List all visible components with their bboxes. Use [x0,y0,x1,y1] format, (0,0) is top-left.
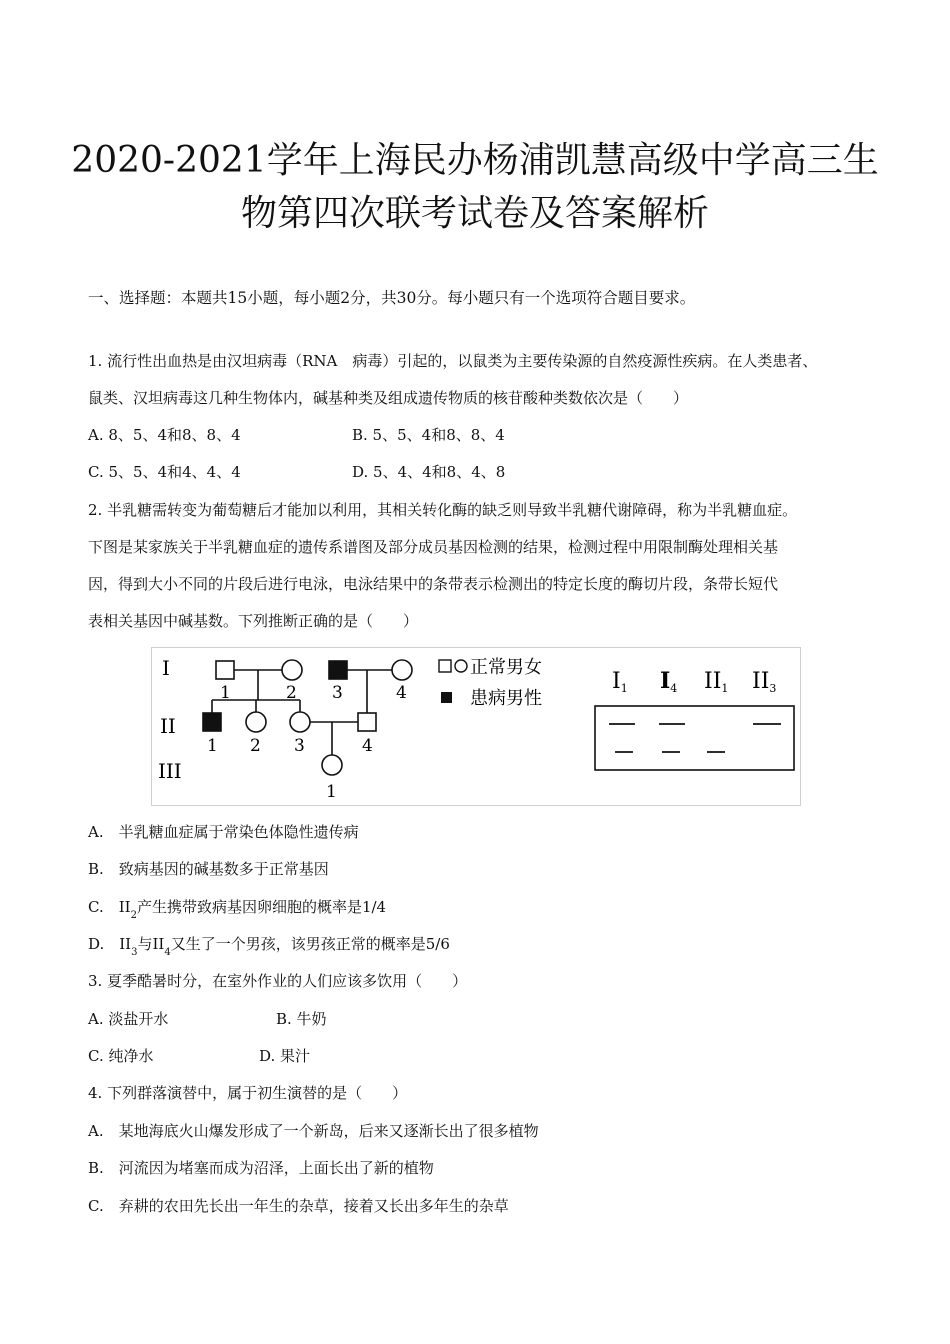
q2-option-d: D. $II_3$与$II_4$又生了一个男孩，该男孩正常的概率是5/6 [88,935,450,958]
individual-II2-normal-female [246,712,266,732]
q2-option-b: B. 致病基因的碱基数多于正常基因 [88,860,329,878]
individual-II4-normal-male [358,713,376,731]
section-heading: 一、选择题：本题共15小题，每小题2分，共30分。每小题只有一个选项符合题目要求。 [88,289,696,307]
label-II4: 4 [362,736,373,756]
gel-box [595,706,794,770]
label-I4: 4 [396,683,407,703]
q2-stem-line-3: 因，得到大小不同的片段后进行电泳，电泳结果中的条带表示检测出的特定长度的酶切片段，条带长短代 [88,575,779,593]
q4-option-c: C. 弃耕的农田先长出一年生的杂草，接着又长出多年生的杂草 [88,1197,509,1215]
q3-option-c: C. 纯净水 [88,1047,154,1065]
legend-square-icon [439,660,451,672]
q1-stem-line-1: 1. 流行性出血热是由汉坦病毒（RNA 病毒）引起的，以鼠类为主要传染源的自然疫源性疾病。在人类患者、 [88,352,818,370]
gel-lane-II1-label: II1 [704,669,729,695]
q3-option-b: B. 牛奶 [276,1010,327,1028]
q3-option-d: D. 果汁 [259,1047,311,1065]
individual-II3-normal-female [290,712,310,732]
legend-normal-label: 正常男女 [470,657,542,678]
generation-label-III: III [158,759,182,783]
q4-option-a: A. 某地海底火山爆发形成了一个新岛，后来又逐渐长出了很多植物 [88,1122,539,1140]
q2-stem-line-1: 2. 半乳糖需转变为葡萄糖后才能加以利用，其相关转化酶的缺乏则导致半乳糖代谢障碍，称为半乳糖血症。 [88,501,798,519]
legend-circle-icon [455,660,467,672]
generation-label-I: I [162,656,170,680]
q2-stem-line-4: 表相关基因中碱基数。下列推断正确的是（ ） [88,612,419,630]
page-title-line-2: 物第四次联考试卷及答案解析 [240,193,709,234]
q2-option-a: A. 半乳糖血症属于常染色体隐性遗传病 [88,823,359,841]
q1-option-b: B. 5、5、4和8、8、4 [352,426,505,444]
q4-option-b: B. 河流因为堵塞而成为沼泽，上面长出了新的植物 [88,1159,434,1177]
label-I3: 3 [332,683,343,703]
generation-label-II: II [160,714,176,738]
label-I2: 2 [286,683,297,703]
label-III1: 1 [326,782,337,802]
page-title-line-1: 2020-2021学年上海民办杨浦凯慧高级中学高三生 [71,140,879,181]
individual-III1-normal-female [322,755,342,775]
q1-option-a: A. 8、5、4和8、8、4 [88,426,241,444]
q2-option-c: C. $II_2$产生携带致病基因卵细胞的概率是1/4 [88,898,387,921]
individual-I4-normal-female [392,660,412,680]
q2-stem-line-2: 下图是某家族关于半乳糖血症的遗传系谱图及部分成员基因检测的结果，检测过程中用限制酶处理相关基 [88,538,779,556]
label-I1: 1 [220,683,231,703]
individual-I3-affected-male [329,661,347,679]
individual-II1-affected-male [203,713,221,731]
pedigree-figure [151,647,801,806]
q4-stem: 4. 下列群落演替中，属于初生演替的是（ ） [88,1084,408,1102]
gel-lane-I4-label: I4 [660,668,678,695]
gel-lane-II3-label: II3 [752,669,777,695]
q3-option-a: A. 淡盐开水 [88,1010,169,1028]
pedigree-svg [152,648,800,805]
legend-filled-square-icon [441,692,452,703]
label-II3: 3 [294,736,305,756]
label-II2: 2 [250,736,261,756]
q1-stem-line-2: 鼠类、汉坦病毒这几种生物体内，碱基种类及组成遗传物质的核苷酸种类数依次是（ ） [88,389,689,407]
q1-option-c: C. 5、5、4和4、4、4 [88,463,241,481]
individual-I1-normal-male [216,661,234,679]
q3-stem: 3. 夏季酷暑时分，在室外作业的人们应该多饮用（ ） [88,972,468,990]
q1-option-d: D. 5、4、4和8、4、8 [352,463,506,481]
gel-lane-I1-label: I1 [612,669,628,695]
legend-affected-label: 患病男性 [470,688,542,709]
label-II1: 1 [207,736,218,756]
individual-I2-normal-female [282,660,302,680]
